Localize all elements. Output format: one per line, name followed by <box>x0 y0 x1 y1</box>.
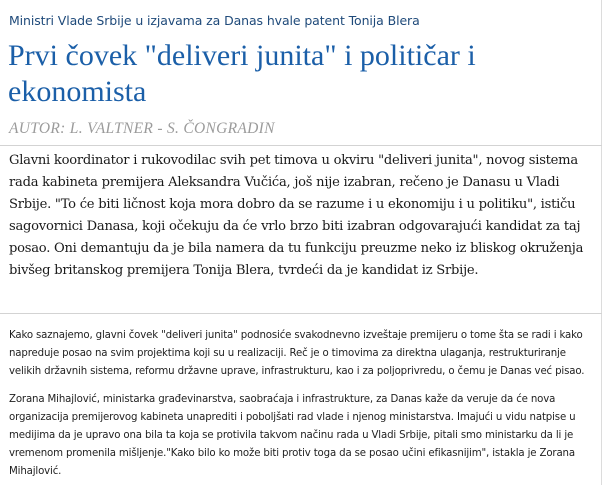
article-kicker: Ministri Vlade Srbije u izjavama za Danas hvale patent Tonija Blera <box>9 13 420 28</box>
body-paragraph: Kako saznajemo, glavni čovek "deliveri junita" podnosiće svakodnevno izveštaje premijeru o tome šta se radi i kako napreduje posao na svim projektima koji su u realizaciji. Reč je o timovima za direktna ulaganja, restrukturiranje velikih državnih sistema, reformu državne uprave, infrastrukturu, kao i za poljoprivredu, o čemu je Danas već pisao. <box>9 330 585 377</box>
body-paragraph: Zorana Mihajlović, ministarka građevinarstva, saobraćaja i infrastrukture, za Danas kaže da veruje da će nova organizacija premijerovog kabineta unaprediti i poboljšati rad vlade i njenog ministarstva. Imajući u vidu natpise u medijima da je upravo ona bila ta koja se protivila takvom načinu rada u Vladi Srbije, pitali smo ministarku da li je vremenom promenila mišljenje."Kako bilo ko može biti protiv toga da se posao učini efikasnijim", istakla je Zorana Mihajlović. <box>9 394 576 477</box>
author-divider <box>0 145 602 146</box>
article-lead: Glavni koordinator i rukovodilac svih pet timova u okviru "deliveri junita", novog sistema rada kabineta premijera Aleksandra Vučića, još nije izabran, rečeno je Danasu u Vladi Srbije. "To će biti ličnost koja mora dobro da se razume i u ekonomiju i u politiku", ističu sagovornici Danasa, koji očekuju da će vrlo brzo biti izabran odgovarajući kandidat za taj posao. Oni demantuju da je bila namera da tu funkciju preuzme neko iz bliskog okruženja bivšeg britanskog premijera Tonija Blera, tvrdeći da je kandidat iz Srbije. <box>9 153 584 278</box>
article-author: AUTOR: L. VALTNER - S. ČONGRADIN <box>9 120 275 137</box>
article-headline: Prvi čovek "deliveri junita" i političar i ekonomista <box>8 39 476 108</box>
lead-divider <box>0 313 602 314</box>
